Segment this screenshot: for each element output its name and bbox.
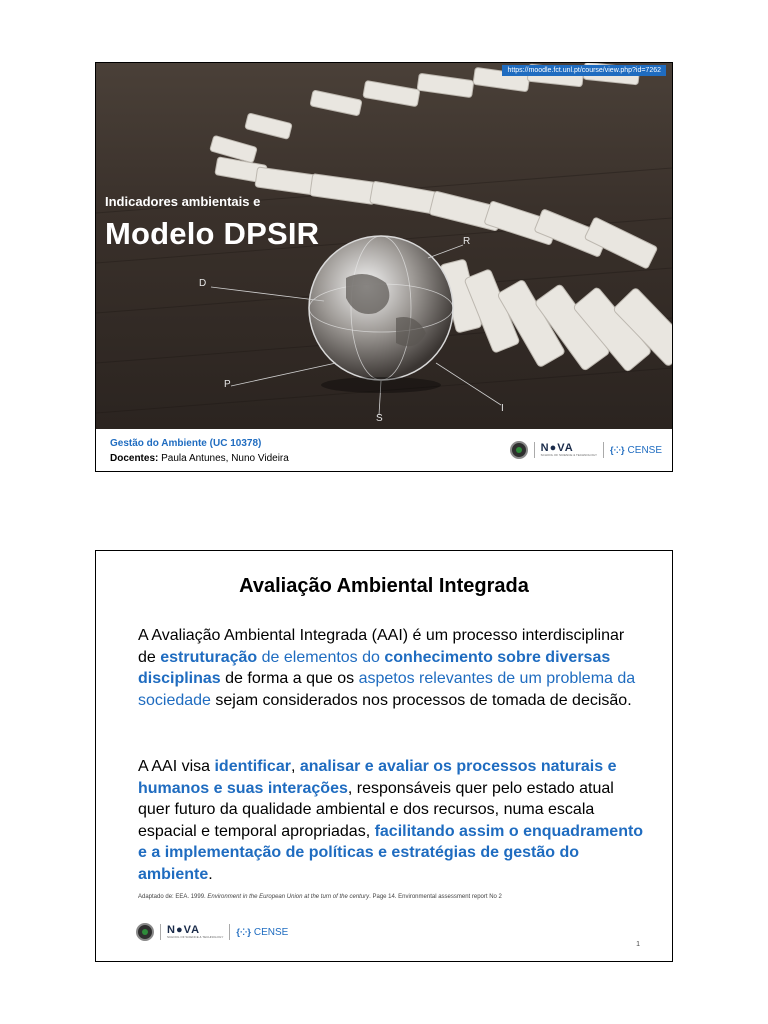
nova-logo: N●VA SCHOOL OF SCIENCE & TECHNOLOGY [167, 924, 224, 939]
hero-image [96, 63, 672, 429]
title-slide-footer [96, 429, 672, 471]
paragraph-definition: A Avaliação Ambiental Integrada (AAI) é um processo interdisciplinar de estruturação de elementos do conhecimento sobre diversas disciplinas de forma a que os aspetos relevantes de um problema da sociedade sejam considerados nos processos de tomada de decisão. [138, 627, 636, 709]
page-number: 1 [636, 941, 640, 948]
cense-icon: {⁘} [236, 926, 251, 937]
title-slide [95, 62, 673, 472]
content-slide [95, 550, 673, 962]
source-citation: Adaptado de: EEA. 1999. Environment in the European Union at the turn of the century. Page 14. Environmental assessment report No 2 [138, 894, 502, 900]
slide-heading: Avaliação Ambiental Integrada [239, 575, 529, 597]
university-seal-icon [510, 441, 528, 459]
university-seal-icon [136, 923, 154, 941]
logo-divider [160, 924, 161, 940]
label-p: P [224, 379, 231, 390]
nova-logo: N●VA SCHOOL OF SCIENCE & TECHNOLOGY [540, 442, 597, 457]
cense-logo: {⁘} CENSE [236, 926, 289, 938]
label-r: R [463, 236, 471, 247]
logo-divider [534, 442, 535, 458]
logo-divider [229, 924, 230, 940]
label-s: S [376, 413, 383, 424]
institution-logos [136, 923, 288, 941]
teachers-names: Paula Antunes, Nuno Videira [158, 453, 289, 464]
label-i: I [501, 403, 504, 414]
slide-title: Modelo DPSIR [105, 216, 320, 251]
teachers-label: Docentes: [110, 453, 159, 464]
slide-subtitle: Indicadores ambientais e [105, 194, 261, 209]
course-name: Gestão do Ambiente (UC 10378) [110, 438, 262, 449]
institution-logos [510, 441, 662, 459]
teachers-line [110, 453, 289, 464]
paragraph-objectives: A AAI visa identificar, analisar e avaliar os processos naturais e humanos e suas interações, responsáveis quer pelo estado atual quer futuro da qualidade ambiental e dos recursos, numa escala espacial e temporal apropriadas, facilitando assim o enquadramento e a implementação de políticas e estratégias de gestão do ambiente. [138, 758, 644, 883]
label-d: D [199, 278, 207, 289]
course-url[interactable]: https://moodle.fct.unl.pt/course/view.php?id=7262 [502, 65, 666, 76]
logo-divider [603, 442, 604, 458]
cense-logo: {⁘} CENSE [610, 444, 662, 456]
cense-icon: {⁘} [610, 444, 625, 455]
